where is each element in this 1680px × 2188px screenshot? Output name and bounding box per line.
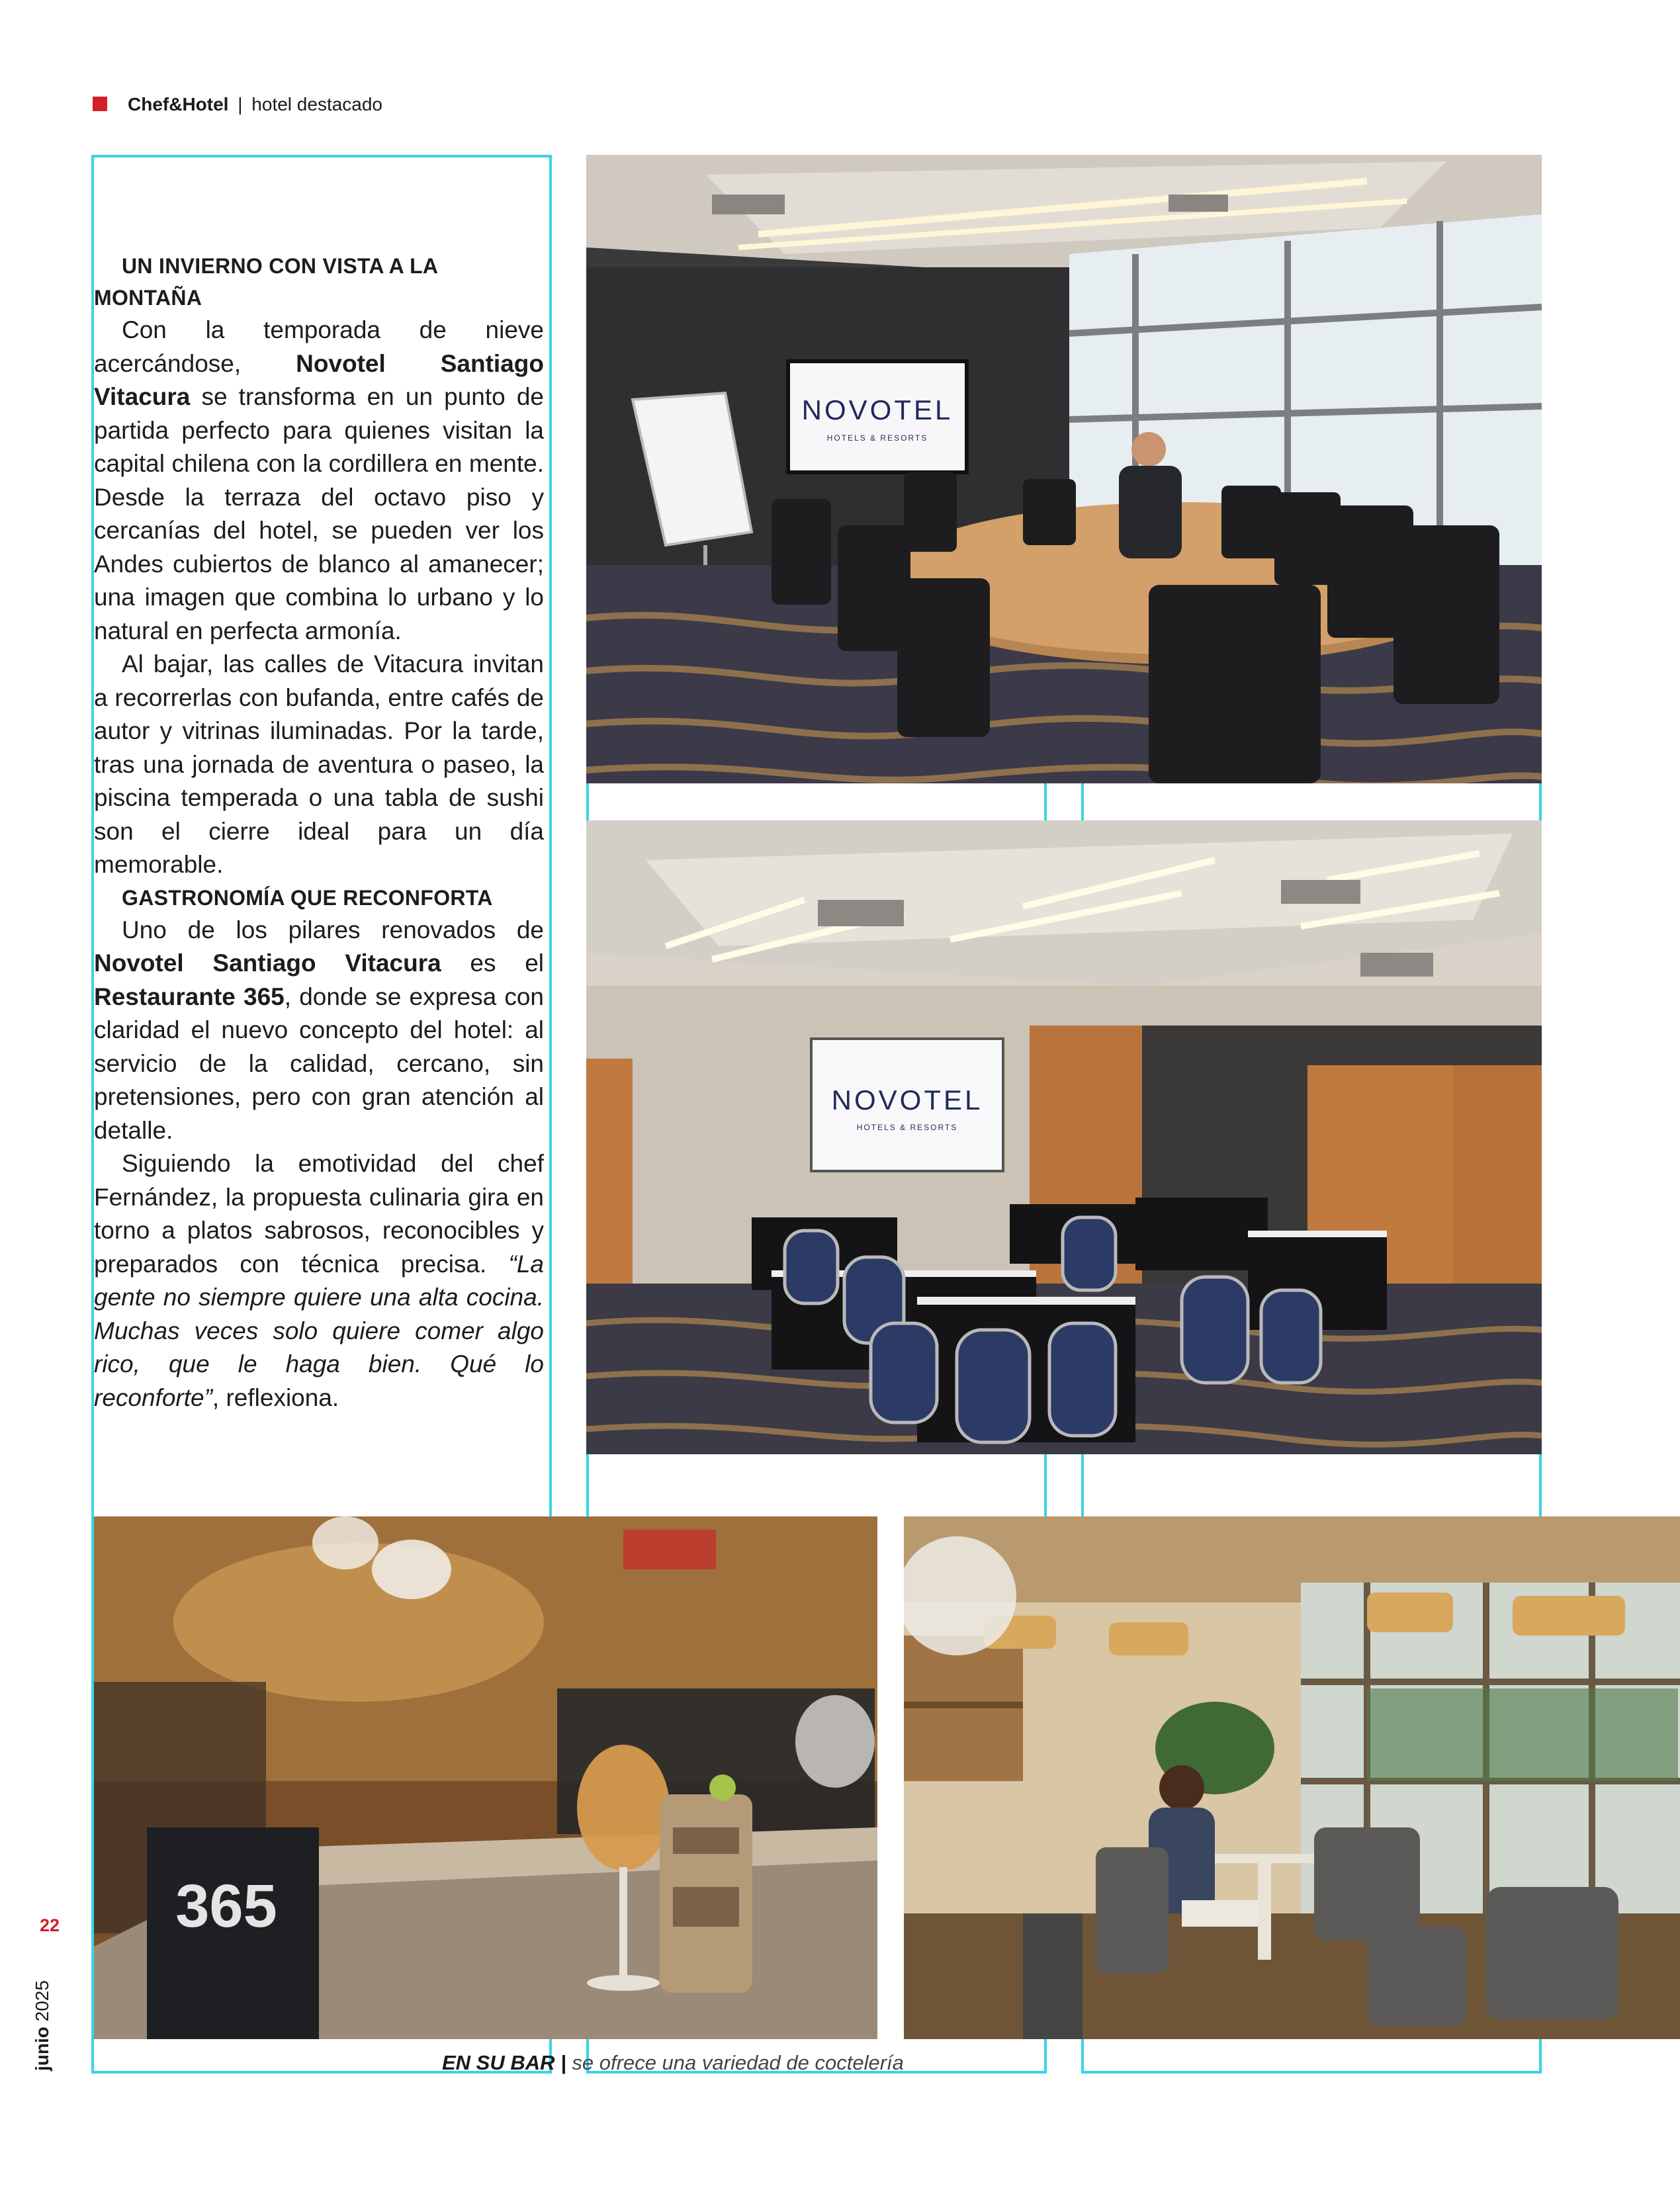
svg-text:HOTELS & RESORTS: HOTELS & RESORTS	[856, 1123, 958, 1132]
svg-text:365: 365	[175, 1872, 277, 1940]
issue-year: 2025	[32, 1980, 52, 2022]
issue-date	[32, 1980, 53, 2071]
hotel-name: Novotel Santiago Vitacura	[94, 949, 441, 977]
svg-text:NOVOTEL: NOVOTEL	[801, 394, 953, 425]
caption-label: EN SU BAR |	[442, 2051, 566, 2074]
paragraph-3: Uno de los pilares renovados de Novotel Santiago Vitacura es el Restaurante 365, donde se expresa con claridad el nuevo concepto del hotel: al servicio de la calidad, cercano, sin pretensiones, pero con gran atención al detalle.	[94, 916, 545, 1144]
photo-restaurant-lounge	[904, 1516, 1680, 2039]
paragraph-2: Al bajar, las calles de Vitacura invitan a recorrerlas con bufanda, entre cafés de autor y vitrinas iluminadas. Por la tarde, tras una jornada de aventura o paseo, la piscina temperada o una tabla de sushi son el cierre ideal para un día memorable.	[94, 650, 544, 878]
caption-text: se ofrece una variedad de coctelería	[566, 2051, 904, 2074]
photo-caption	[442, 2050, 904, 2076]
chef-quote: “La gente no siempre quiere una alta cocina. Muchas veces solo quiere comer algo rico, que le haga bien. Qué lo reconforte”	[94, 1250, 544, 1411]
heading-winter: UN INVIERNO CON VISTA A LA MONTAÑA	[94, 254, 438, 310]
header-separator: |	[238, 94, 243, 114]
issue-month: junio	[32, 2027, 52, 2071]
svg-text:HOTELS & RESORTS: HOTELS & RESORTS	[826, 433, 928, 443]
photo-classroom	[586, 820, 1542, 1454]
running-header	[128, 91, 382, 118]
svg-text:NOVOTEL: NOVOTEL	[831, 1084, 983, 1116]
paragraph-4: Siguiendo la emotividad del chef Fernández, la propuesta culinaria gira en torno a platos sabrosos, reconocibles y preparados con técnica precisa. “La gente no siempre quiere una alta cocina. Muchas veces solo quiere comer algo rico, que le haga bien. Qué lo reconforte”, reflexiona.	[94, 1150, 544, 1411]
photo-meeting-room	[586, 155, 1542, 783]
heading-gastronomy: GASTRONOMÍA QUE RECONFORTA	[122, 885, 493, 910]
header-marker	[93, 97, 107, 111]
magazine-brand: Chef&Hotel	[128, 94, 229, 114]
article-body	[94, 250, 544, 1415]
restaurant-name: Restaurante 365	[94, 983, 285, 1010]
photo-bar-cocktails	[94, 1516, 877, 2039]
page-number: 22	[40, 1915, 60, 1935]
section-name: hotel destacado	[251, 94, 383, 114]
hotel-name: Novotel Santiago Vitacura	[94, 349, 544, 410]
paragraph-1: Con la temporada de nieve acercándose, Novotel Santiago Vitacura se transforma en un punto de partida perfecto para quienes visitan la capital chilena con la cordillera en mente. Desde la terraza del octavo piso y cercanías del hotel, se pueden ver los Andes cubiertos de blanco al amanecer; una imagen que combina lo urbano y lo natural en perfecta armonía.	[94, 316, 544, 644]
